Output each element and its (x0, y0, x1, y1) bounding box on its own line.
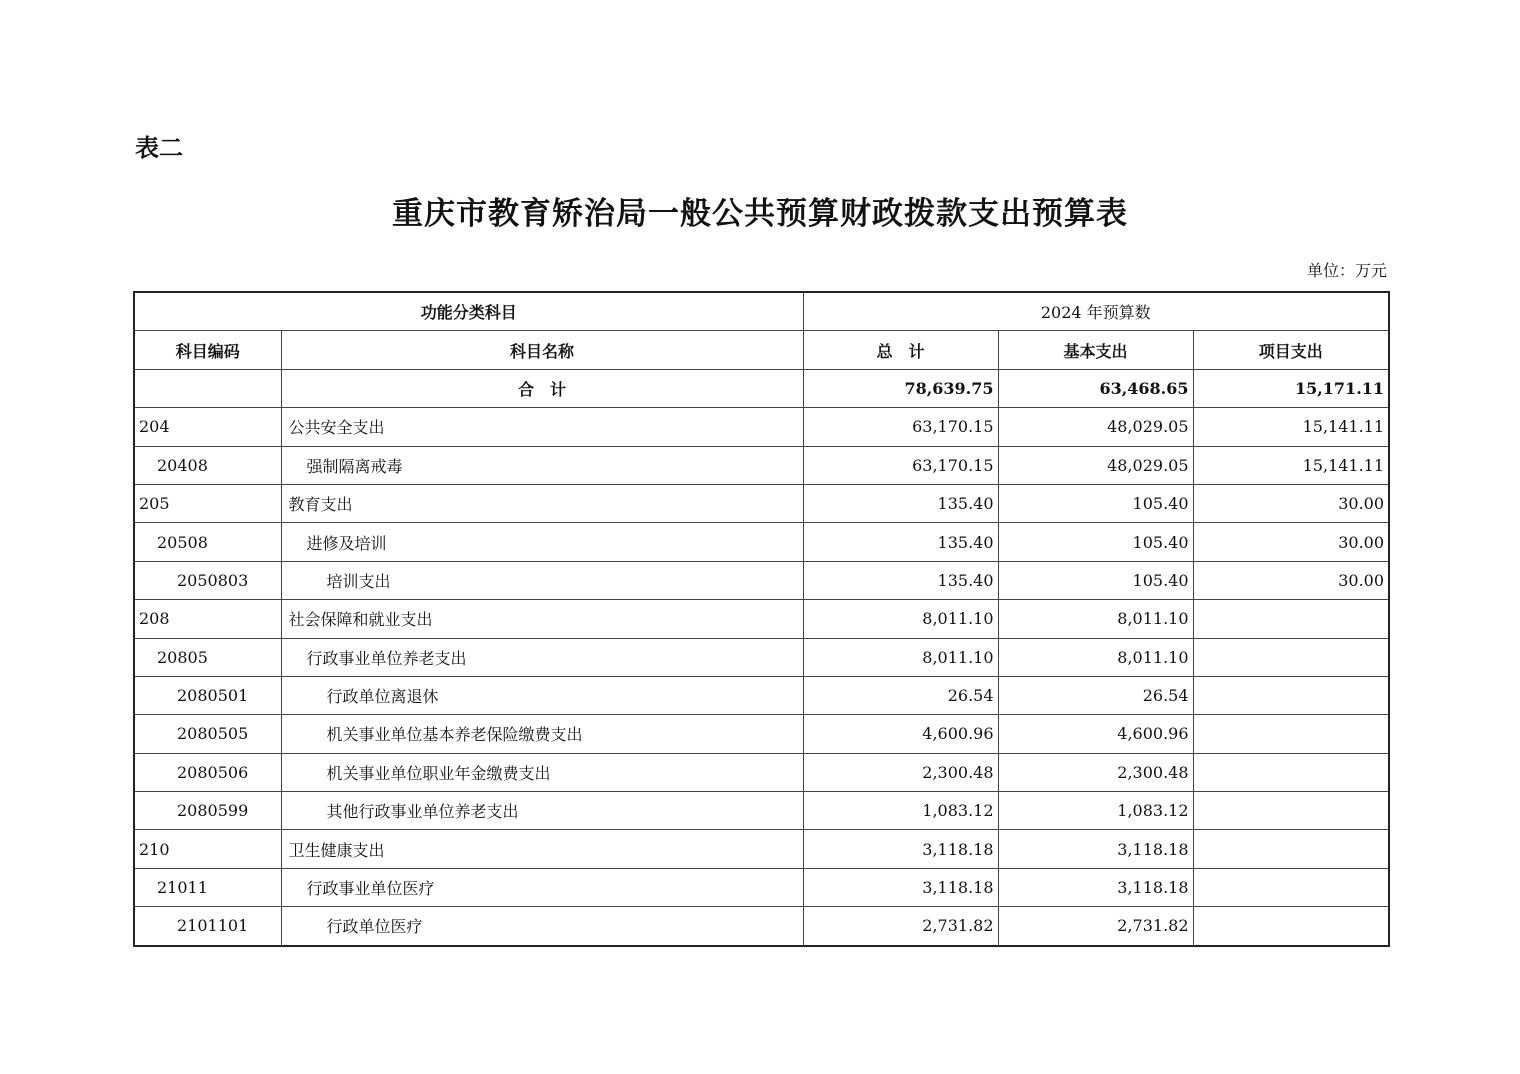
table-row (134, 676, 1389, 714)
total-sum: 78,639.75 (803, 369, 998, 407)
row-code: 2080599 (134, 792, 281, 830)
row-code: 20408 (134, 446, 281, 484)
row-basic: 4,600.96 (998, 715, 1193, 753)
row-project: 15,141.11 (1193, 408, 1389, 446)
row-name: 社会保障和就业支出 (281, 600, 803, 638)
table-row (134, 600, 1389, 638)
row-basic: 3,118.18 (998, 830, 1193, 868)
table-row (134, 907, 1389, 946)
row-code: 21011 (134, 868, 281, 906)
row-project (1193, 753, 1389, 791)
row-total: 3,118.18 (803, 830, 998, 868)
row-code: 2050803 (134, 561, 281, 599)
row-name: 卫生健康支出 (281, 830, 803, 868)
header-name: 科目名称 (281, 331, 803, 369)
row-total: 2,731.82 (803, 907, 998, 946)
row-code: 2080505 (134, 715, 281, 753)
row-name: 机关事业单位职业年金缴费支出 (281, 753, 803, 791)
row-project: 15,141.11 (1193, 446, 1389, 484)
row-basic: 105.40 (998, 561, 1193, 599)
row-total: 63,170.15 (803, 408, 998, 446)
row-name: 其他行政事业单位养老支出 (281, 792, 803, 830)
row-basic: 48,029.05 (998, 446, 1193, 484)
budget-table (133, 291, 1390, 947)
total-code-cell (134, 369, 281, 407)
row-project (1193, 792, 1389, 830)
row-code: 20805 (134, 638, 281, 676)
table-row (134, 868, 1389, 906)
row-project (1193, 715, 1389, 753)
row-code: 208 (134, 600, 281, 638)
total-row (134, 369, 1389, 407)
row-name: 行政事业单位医疗 (281, 868, 803, 906)
row-total: 4,600.96 (803, 715, 998, 753)
header-project: 项目支出 (1193, 331, 1389, 369)
table-row (134, 792, 1389, 830)
total-label: 合 计 (281, 369, 803, 407)
row-project (1193, 676, 1389, 714)
row-project (1193, 638, 1389, 676)
header-group-budget-2024: 2024 年预算数 (803, 292, 1389, 331)
table-row (134, 830, 1389, 868)
header-group-functional-category: 功能分类科目 (134, 292, 803, 331)
row-basic: 105.40 (998, 523, 1193, 561)
table-row (134, 484, 1389, 522)
table-row (134, 638, 1389, 676)
row-name: 培训支出 (281, 561, 803, 599)
row-code: 2080506 (134, 753, 281, 791)
header-code: 科目编码 (134, 331, 281, 369)
row-total: 135.40 (803, 523, 998, 561)
row-basic: 3,118.18 (998, 868, 1193, 906)
header-total: 总 计 (803, 331, 998, 369)
row-basic: 1,083.12 (998, 792, 1193, 830)
row-basic: 48,029.05 (998, 408, 1193, 446)
row-total: 135.40 (803, 484, 998, 522)
row-name: 行政事业单位养老支出 (281, 638, 803, 676)
table-row (134, 753, 1389, 791)
row-code: 2101101 (134, 907, 281, 946)
table-row (134, 446, 1389, 484)
page-title: 重庆市教育矫治局一般公共预算财政拨款支出预算表 (392, 196, 1128, 232)
row-basic: 8,011.10 (998, 638, 1193, 676)
row-name: 强制隔离戒毒 (281, 446, 803, 484)
row-project (1193, 830, 1389, 868)
row-name: 公共安全支出 (281, 408, 803, 446)
row-name: 机关事业单位基本养老保险缴费支出 (281, 715, 803, 753)
table-row (134, 408, 1389, 446)
row-name: 行政单位离退休 (281, 676, 803, 714)
table-label: 表二 (135, 134, 183, 162)
table-row (134, 715, 1389, 753)
table-row (134, 523, 1389, 561)
total-basic: 63,468.65 (998, 369, 1193, 407)
row-code: 204 (134, 408, 281, 446)
row-code: 20508 (134, 523, 281, 561)
row-total: 8,011.10 (803, 600, 998, 638)
header-basic: 基本支出 (998, 331, 1193, 369)
row-basic: 8,011.10 (998, 600, 1193, 638)
row-total: 1,083.12 (803, 792, 998, 830)
row-total: 63,170.15 (803, 446, 998, 484)
row-total: 135.40 (803, 561, 998, 599)
row-code: 210 (134, 830, 281, 868)
row-project (1193, 907, 1389, 946)
row-code: 205 (134, 484, 281, 522)
row-name: 进修及培训 (281, 523, 803, 561)
row-basic: 2,300.48 (998, 753, 1193, 791)
row-total: 8,011.10 (803, 638, 998, 676)
row-project (1193, 600, 1389, 638)
total-project: 15,171.11 (1193, 369, 1389, 407)
row-basic: 26.54 (998, 676, 1193, 714)
row-project: 30.00 (1193, 561, 1389, 599)
row-total: 3,118.18 (803, 868, 998, 906)
row-code: 2080501 (134, 676, 281, 714)
unit-note: 单位：万元 (1306, 261, 1387, 280)
row-project (1193, 868, 1389, 906)
row-total: 26.54 (803, 676, 998, 714)
table-row (134, 561, 1389, 599)
row-basic: 2,731.82 (998, 907, 1193, 946)
row-name: 行政单位医疗 (281, 907, 803, 946)
row-total: 2,300.48 (803, 753, 998, 791)
row-name: 教育支出 (281, 484, 803, 522)
row-project: 30.00 (1193, 484, 1389, 522)
row-basic: 105.40 (998, 484, 1193, 522)
row-project: 30.00 (1193, 523, 1389, 561)
